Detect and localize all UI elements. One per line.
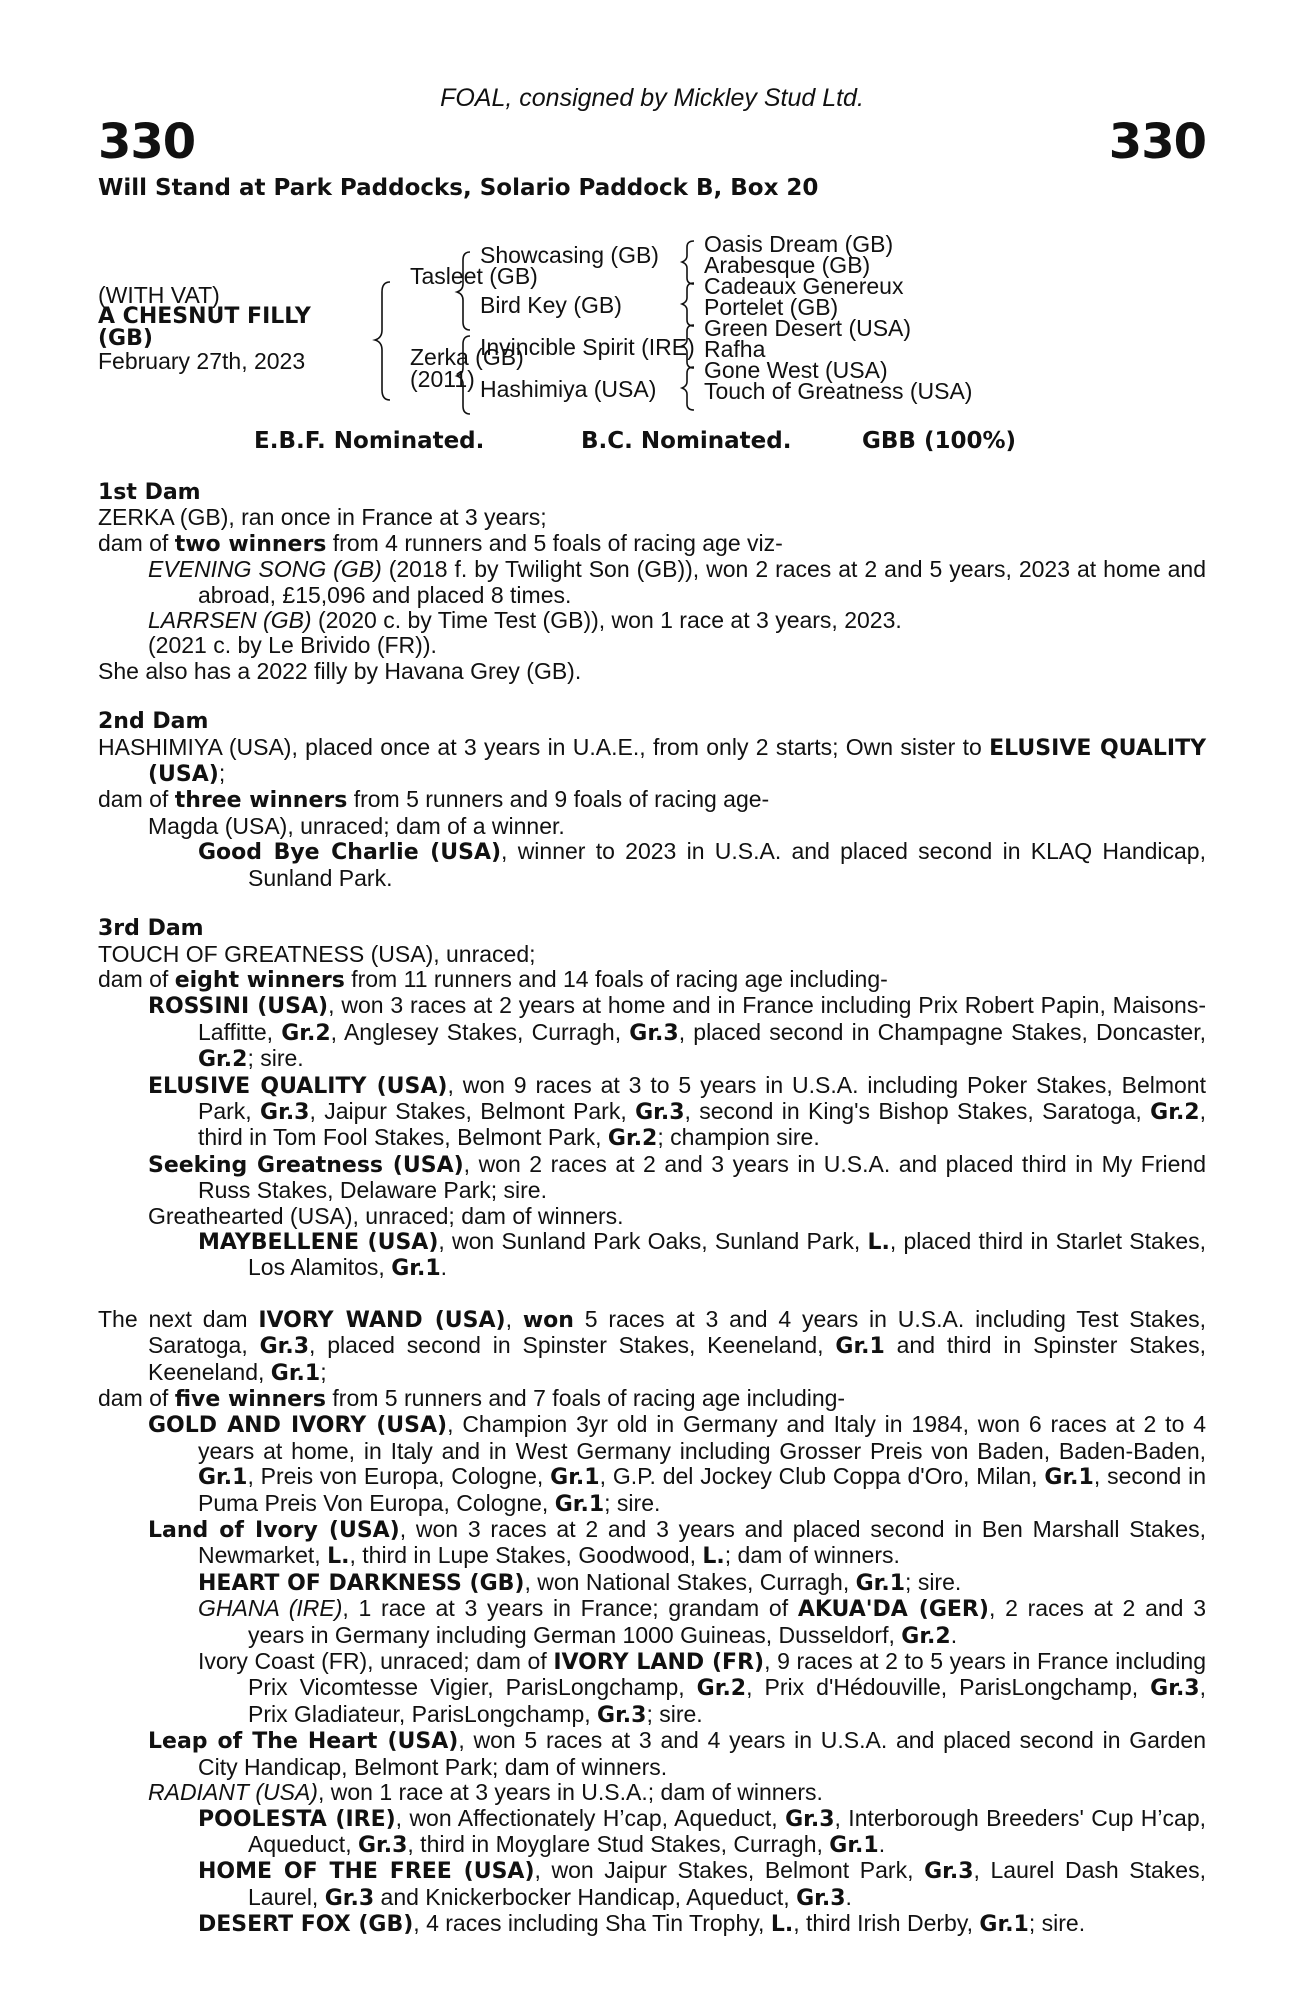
grade: Gr.1: [554, 1491, 605, 1517]
dam-dam: Hashimiya (USA): [480, 376, 657, 402]
grade: L.: [702, 1544, 725, 1570]
horse-name: ELUSIVE QUALITY (USA): [148, 1073, 448, 1099]
produce-entry: [198, 1806, 1206, 1859]
sire-dam: Bird Key (GB): [480, 292, 622, 318]
dam-sire: Invincible Spirit (IRE): [480, 334, 695, 360]
sd-sire: Cadeaux Genereux: [704, 273, 904, 299]
grade: Gr.3: [796, 1885, 846, 1911]
text-run: , Champion 3yr old in Germany and Italy in 1984, won 6 races at 2 to 4 years at home, in Italy and in West Germany including Grosser Preis von Baden, Baden-Baden,: [198, 1411, 1206, 1464]
text-run: .: [878, 1830, 886, 1857]
dd-sire: Gone West (USA): [704, 357, 888, 383]
text-run: , Interborough Breeders' Cup H’cap, Aqueduct,: [248, 1804, 1207, 1857]
horse-name: LARRSEN (GB): [148, 607, 312, 634]
produce-entry: [198, 1229, 1206, 1282]
next-dam-produce-summary: [98, 1386, 1206, 1412]
text-run: , third in Moyglare Stud Stakes, Curragh,: [407, 1830, 830, 1857]
horse-name: HEART OF DARKNESS (GB): [198, 1570, 525, 1596]
lot-number-left: 330: [98, 114, 196, 170]
text-run: , 2 races at 2 and 3 years in Germany including German 1000 Guineas, Dusseldorf,: [248, 1595, 1207, 1648]
horse-name: Seeking Greatness (USA): [148, 1152, 464, 1178]
horse-name: Leap of The Heart (USA): [148, 1729, 459, 1755]
grade: Gr.1: [1044, 1465, 1094, 1491]
text-run: , Prix Gladiateur, ParisLongchamp,: [248, 1674, 1206, 1727]
produce-entry: [198, 1596, 1206, 1649]
horse-name: IVORY LAND (FR): [553, 1650, 765, 1676]
produce-entry: (2021 c. by Le Brivido (FR)).: [148, 632, 437, 659]
text-run: , 4 races including Sha Tin Trophy,: [413, 1910, 771, 1937]
text-run: three winners: [174, 788, 348, 814]
produce-entry: [198, 1649, 1206, 1728]
produce-entry: [148, 993, 1206, 1072]
text-run: , Preis von Europa, Cologne,: [247, 1463, 551, 1490]
horse-name: HOME OF THE FREE (USA): [198, 1859, 535, 1885]
vat-label: (WITH VAT): [98, 282, 220, 308]
text-run: , won National Stakes, Curragh,: [524, 1568, 856, 1595]
text-run: , second in Puma Preis Von Europa, Cologne,: [198, 1463, 1206, 1516]
dam-year: (2011): [410, 366, 475, 392]
second-dam-heading: 2nd Dam: [98, 709, 209, 735]
third-dam-produce-summary: [98, 967, 1206, 993]
text-run: , third in Lupe Stakes, Goodwood,: [349, 1542, 703, 1569]
produce-entry: [148, 1517, 1206, 1570]
text-run: .: [440, 1254, 448, 1281]
text-run: The next dam: [98, 1305, 259, 1332]
text-run: , winner to 2023 in U.S.A. and placed second in KLAQ Handicap, Sunland Park.: [248, 838, 1206, 891]
horse-name: DESERT FOX (GB): [198, 1912, 414, 1938]
ds-dam: Rafha: [704, 336, 766, 362]
produce-entry: [198, 1911, 1206, 1937]
text-run: 5 races at 3 and 4 years in U.S.A. including Test Stakes, Saratoga,: [148, 1305, 1206, 1359]
text-run: , third Irish Derby,: [793, 1910, 980, 1937]
text-run: , won 3 races at 2 years at home and in France including Prix Robert Papin, Maisons-Laffitte,: [198, 992, 1206, 1045]
ebf-nomination: E.B.F. Nominated.: [254, 428, 485, 454]
produce-entry: [198, 1570, 1206, 1596]
horse-name: POOLESTA (IRE): [198, 1806, 396, 1832]
text-run: , Prix d'Hédouville, ParisLongchamp,: [746, 1674, 1151, 1701]
text-run: and third in Spinster Stakes, Keeneland,: [148, 1332, 1206, 1385]
text-run: dam of: [98, 1385, 175, 1411]
produce-note: She also has a 2022 filly by Havana Grey (GB).: [98, 657, 582, 684]
dam: Zerka (GB): [410, 344, 524, 370]
text-run: won: [522, 1307, 574, 1333]
grade: L.: [327, 1544, 350, 1570]
text-run: , placed second in Spinster Stakes, Keeneland,: [309, 1332, 836, 1359]
grade: Gr.3: [924, 1859, 974, 1885]
grade: Gr.1: [855, 1570, 906, 1596]
spacer: [98, 891, 1206, 916]
text-run: , 9 races at 2 to 5 years in France including Prix Vicomtesse Vigier, ParisLongchamp,: [248, 1648, 1206, 1701]
text-run: , won Jaipur Stakes, Belmont Park,: [534, 1857, 925, 1884]
grade: Gr.2: [281, 1020, 331, 1046]
horse-name: GOLD AND IVORY (USA): [148, 1413, 448, 1439]
ds-sire: Green Desert (USA): [704, 315, 912, 341]
text-run: , G.P. del Jockey Club Coppa d'Oro, Milan,: [599, 1463, 1045, 1490]
ss-sire: Oasis Dream (GB): [704, 231, 894, 257]
text-run: ;: [218, 760, 226, 787]
lot-number-right: 330: [1108, 114, 1206, 170]
text-run: , placed second in Champagne Stakes, Doncaster,: [678, 1018, 1206, 1045]
text-run: .: [950, 1621, 958, 1648]
text-run: , won 5 races at 3 and 4 years in U.S.A. and placed second in Garden City Handicap, Belmont Park; dam of winners.: [198, 1727, 1206, 1780]
text-run: , won Affectionately H’cap, Aqueduct,: [395, 1804, 786, 1831]
sire-sire: Showcasing (GB): [480, 242, 659, 268]
text-run: ; sire.: [247, 1045, 304, 1072]
horse-name: Good Bye Charlie (USA): [198, 840, 502, 866]
grade: Gr.1: [835, 1334, 885, 1360]
text-run: ; sire.: [1028, 1910, 1086, 1937]
text-run: from 5 runners and 9 foals of racing age-: [347, 786, 770, 813]
produce-entry: Greathearted (USA), unraced; dam of winners.: [148, 1202, 624, 1229]
horse-name: AKUA'DA (GER): [797, 1597, 989, 1623]
text-run: ; champion sire.: [657, 1124, 820, 1151]
text-run: , third in Tom Fool Stakes, Belmont Park,: [198, 1097, 1206, 1151]
produce-entry: [198, 839, 1206, 891]
dd-dam: Touch of Greatness (USA): [704, 378, 973, 404]
text-run: , 1 race at 3 years in France; grandam of: [342, 1595, 798, 1622]
sd-dam: Portelet (GB): [704, 294, 839, 320]
produce-entry: [148, 1412, 1206, 1517]
spacer: [98, 684, 1206, 709]
stand-location: Will Stand at Park Paddocks, Solario Paddock B, Box 20: [98, 175, 819, 201]
produce-entry: Magda (USA), unraced; dam of a winner.: [148, 812, 565, 839]
grade: Gr.3: [635, 1099, 685, 1125]
text-run: HASHIMIYA (USA), placed once at 3 years in U.A.E., from only 2 starts; Own sister to: [98, 733, 990, 760]
grade: Gr.1: [270, 1360, 321, 1386]
text-run: from 11 runners and 14 foals of racing age including-: [344, 965, 888, 992]
grade: Gr.2: [607, 1126, 658, 1152]
second-dam-produce-summary: [98, 787, 1206, 813]
grade: Gr.1: [198, 1465, 248, 1491]
produce-entry: [148, 557, 1206, 608]
text-run: , placed third in Starlet Stakes, Los Alamitos,: [248, 1227, 1206, 1281]
text-run: ; sire.: [646, 1700, 703, 1727]
text-run: , Anglesey Stakes, Curragh,: [330, 1018, 630, 1045]
grade: Gr.2: [696, 1676, 747, 1702]
horse-name: Land of Ivory (USA): [148, 1518, 400, 1544]
text-run: ; dam of winners.: [724, 1542, 900, 1569]
horse-name: IVORY WAND (USA): [258, 1307, 506, 1333]
horse-name: ROSSINI (USA): [148, 994, 329, 1020]
text-run: five winners: [174, 1387, 327, 1412]
first-dam-heading: 1st Dam: [98, 480, 201, 505]
produce-entry: [148, 1728, 1206, 1780]
horse-name: RADIANT (USA): [148, 1779, 318, 1806]
first-dam-line: ZERKA (GB), ran once in France at 3 years;: [98, 504, 547, 531]
text-run: (2020 c. by Time Test (GB)), won 1 race at 3 years, 2023.: [311, 607, 902, 634]
horse-name: EVENING SONG (GB): [148, 556, 382, 583]
consignment-line: FOAL, consigned by Mickley Stud Ltd.: [440, 84, 864, 112]
text-run: , won 9 races at 3 to 5 years in U.S.A. including Poker Stakes, Belmont Park,: [198, 1071, 1206, 1124]
horse-name: GHANA (IRE): [198, 1595, 343, 1622]
text-run: dam of: [98, 965, 175, 992]
text-run: , won Sunland Park Oaks, Sunland Park,: [438, 1227, 868, 1254]
text-run: , won 2 races at 2 and 3 years in U.S.A. and placed third in My Friend Russ Stakes, Delaware Park; sire.: [198, 1150, 1206, 1204]
text-run: .: [845, 1883, 852, 1910]
grade: L.: [770, 1912, 794, 1938]
text-run: two winners: [174, 531, 327, 557]
horse-name: ELUSIVE QUALITY (USA): [148, 735, 1207, 788]
grade: Gr.1: [829, 1832, 879, 1858]
ss-dam: Arabesque (GB): [704, 252, 871, 278]
produce-entry: [148, 1780, 1206, 1805]
text-run: , won 3 races at 2 and 3 years and placed second in Ben Marshall Stakes, Newmarket,: [198, 1516, 1206, 1569]
spacer: [98, 1282, 1206, 1307]
text-run: , second in King's Bishop Stakes, Saratoga,: [684, 1097, 1151, 1124]
text-run: (2018 f. by Twilight Son (GB)), won 2 races at 2 and 5 years, 2023 at home and abroad, £15,096 and placed 8 times.: [198, 556, 1206, 608]
grade: Gr.3: [324, 1885, 375, 1911]
grade: Gr.2: [198, 1047, 248, 1073]
grade: Gr.1: [550, 1465, 600, 1491]
produce-entry: [148, 1152, 1206, 1204]
produce-entry: [198, 1858, 1206, 1911]
text-run: ; sire.: [604, 1489, 661, 1516]
grade: Gr.2: [901, 1623, 951, 1649]
grade: Gr.3: [260, 1099, 310, 1125]
second-dam-line: [98, 735, 1206, 788]
text-run: , Laurel Dash Stakes, Laurel,: [248, 1857, 1206, 1910]
grade: Gr.1: [391, 1256, 441, 1282]
text-run: , won 1 race at 3 years in U.S.A.; dam of winners.: [317, 1779, 823, 1806]
grade: Gr.3: [357, 1832, 408, 1858]
grade: Gr.1: [979, 1912, 1029, 1938]
grade: Gr.3: [259, 1334, 309, 1360]
text-run: dam of: [98, 786, 175, 813]
text-run: ;: [320, 1358, 327, 1385]
text-run: , Jaipur Stakes, Belmont Park,: [309, 1097, 636, 1124]
lot-name-country: (GB): [98, 326, 153, 351]
text-run: and Knickerbocker Handicap, Aqueduct,: [374, 1883, 797, 1910]
text-run: ,: [505, 1305, 523, 1332]
pedigree-table: [98, 200, 1206, 510]
grade: L.: [867, 1229, 890, 1255]
grade: Gr.3: [629, 1020, 679, 1046]
grade: Gr.2: [1150, 1099, 1200, 1125]
bc-nomination: B.C. Nominated.: [581, 428, 792, 454]
text-run: Ivory Coast (FR), unraced; dam of: [198, 1648, 554, 1675]
text-run: from 4 runners and 5 foals of racing age viz-: [326, 529, 783, 556]
foaling-date: February 27th, 2023: [98, 348, 306, 374]
third-dam-line: TOUCH OF GREATNESS (USA), unraced;: [98, 940, 536, 967]
first-dam-produce-summary: [98, 531, 1206, 557]
grade: Gr.3: [1150, 1676, 1200, 1702]
text-run: from 5 runners and 7 foals of racing age including-: [326, 1385, 846, 1411]
horse-name: MAYBELLENE (USA): [198, 1229, 439, 1255]
gbb-rating: GBB (100%): [862, 428, 1017, 454]
sire: Tasleet (GB): [410, 263, 538, 289]
produce-entry: [148, 608, 1206, 633]
produce-record: [98, 480, 1206, 1938]
text-run: eight winners: [174, 967, 345, 993]
text-run: dam of: [98, 529, 175, 556]
text-run: ; sire.: [905, 1568, 962, 1595]
lot-name: A CHESNUT FILLY: [98, 304, 311, 329]
grade: Gr.3: [785, 1806, 835, 1832]
third-dam-heading: 3rd Dam: [98, 916, 204, 942]
produce-entry: [148, 1073, 1206, 1152]
next-dam-line: [98, 1307, 1206, 1386]
grade: Gr.3: [597, 1702, 647, 1728]
